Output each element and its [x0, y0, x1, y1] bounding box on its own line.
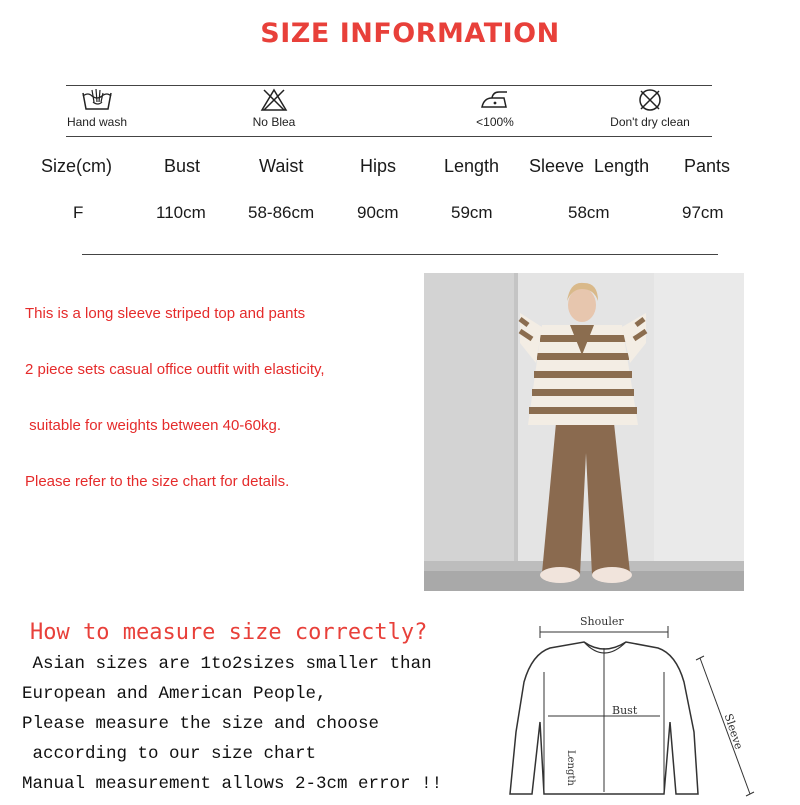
size-header-length: Length	[444, 156, 500, 176]
care-label: Hand wash	[66, 115, 128, 129]
size-header-waist: Waist	[259, 156, 304, 176]
care-label: Don't dry clean	[610, 115, 690, 129]
care-no-dry-clean	[600, 87, 700, 129]
how-to-line: according to our size chart	[22, 744, 317, 764]
page-title: SIZE INFORMATION	[260, 18, 560, 49]
how-to-line: Please measure the size and choose	[22, 714, 380, 734]
hand-wash-icon	[80, 87, 114, 113]
how-to-measure-title: How to measure size correctly?	[30, 620, 428, 645]
size-value-length: 59cm	[451, 203, 493, 222]
diagram-label-shoulder: Shouler	[580, 615, 624, 628]
size-value-hips: 90cm	[357, 203, 399, 222]
product-photo	[424, 273, 744, 591]
how-to-line: Asian sizes are 1to2sizes smaller than	[22, 654, 432, 674]
diagram-label-sleeve: Sleeve	[721, 712, 746, 752]
care-label: <100%	[476, 115, 514, 129]
size-value-pants: 97cm	[682, 203, 724, 222]
size-value-sleeve-length: 58cm	[568, 203, 610, 222]
description-line: This is a long sleeve striped top and pants	[25, 305, 306, 322]
size-value-size: F	[73, 203, 84, 222]
measurement-diagram	[498, 612, 758, 800]
description-line: suitable for weights between 40-60kg.	[25, 417, 281, 434]
care-top-divider	[66, 85, 712, 86]
iron-icon	[478, 87, 512, 113]
size-header-hips: Hips	[360, 156, 397, 176]
size-header-bust: Bust	[164, 156, 201, 176]
size-value-bust: 110cm	[156, 203, 206, 222]
model-illustration	[424, 273, 744, 591]
size-value-waist: 58-86cm	[248, 203, 315, 222]
size-header-pants: Pants	[684, 156, 731, 176]
no-bleach-icon	[259, 87, 289, 113]
how-to-line: Manual measurement allows 2-3cm error !!	[22, 774, 443, 794]
table-bottom-divider	[82, 254, 718, 255]
description-line: 2 piece sets casual office outfit with elasticity,	[25, 361, 325, 378]
size-header-sleeve-length: Sleeve Length	[529, 156, 650, 176]
size-header-size: Size(cm)	[41, 156, 112, 176]
no-dry-clean-icon	[635, 87, 665, 113]
care-iron	[455, 87, 535, 129]
care-bottom-divider	[66, 136, 712, 137]
care-no-bleach	[234, 87, 314, 129]
diagram-label-length: Length	[565, 750, 576, 786]
description-line: Please refer to the size chart for details.	[25, 473, 290, 490]
how-to-line: European and American People,	[22, 684, 327, 704]
diagram-label-bust: Bust	[612, 704, 638, 717]
care-label: No Blea	[252, 115, 296, 129]
care-hand-wash	[57, 87, 137, 129]
